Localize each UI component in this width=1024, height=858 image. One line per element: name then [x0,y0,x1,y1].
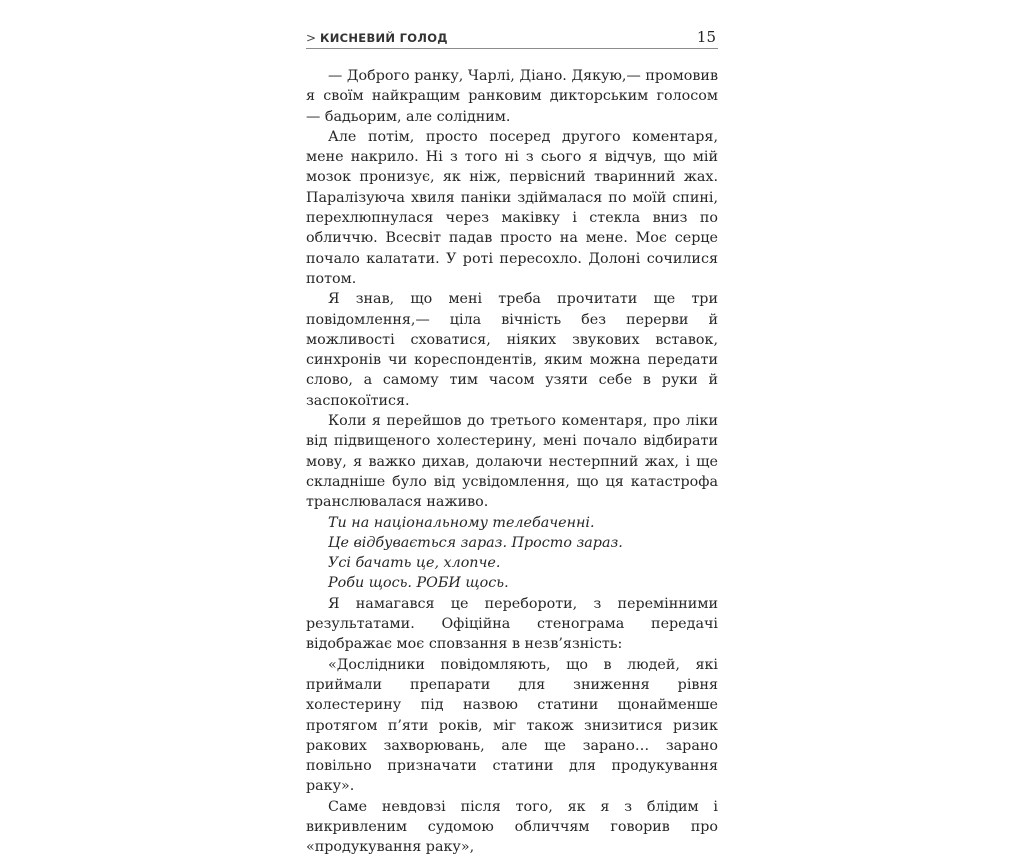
paragraph: Але потім, просто посеред другого коментаря, мене накрило. Ні з того ні з сього я відчув, що мій мозок пронизує, як ніж, первісний тваринний жах. Паралізуюча хвиля паніки здіймалася по моїй спині, перехлюпнулася через маківку і стекла вниз по обличчю. Всесвіт падав просто на мене. Моє серце почало калатати. У роті пересохло. Долоні сочилися потом. [306,128,718,287]
paragraph: Я намагався це перебороти, з перемінними результатами. Офіційна стенограма передачі відображає моє сповзання в незв’язність: [306,595,718,653]
italic-thought-line: Ти на національному телебаченні. [328,514,595,531]
italic-thought-line: Усі бачать це, хлопче. [328,555,501,572]
book-page [306,26,718,856]
running-head [306,26,718,49]
paragraph: Саме невдовзі після того, як я з блідим і викривленим судомою обличчям говорив про «продукування раку», [306,798,718,856]
body-text [306,66,718,858]
italic-thought-line: Це відбувається зараз. Просто зараз. [328,534,623,551]
transcript-quote: «Дослідники повідомляють, що в людей, які приймали препарати для зниження рівня холестерину під назвою статини щонайменше протягом п’яти років, міг також знизитися ризик ракових захворювань, але ще зарано… зарано повільно призначати статини для продукування раку». [306,656,718,795]
paragraph: Коли я перейшов до третього коментаря, про ліки від підвищеного холестерину, мені почало відбирати мову, я важко дихав, долаючи нестерпний жах, і ще складніше було від усвідомлення, що ця катастрофа транслювалася наживо. [306,413,718,511]
paragraph: Я знав, що мені треба прочитати ще три повідомлення,— ціла вічність без перерви й можливості сховатися, ніяких звукових вставок, синхронів чи кореспондентів, яким можна передати слово, а самому тим часом узяти себе в руки й заспокоїтися. [306,291,718,409]
running-head-marker: > [306,31,317,45]
page-number: 15 [696,28,716,46]
chapter-title: КИСНЕВИЙ ГОЛОД [320,31,448,45]
italic-thought-line: Роби щось. РОБИ щось. [328,575,509,592]
paragraph: — Доброго ранку, Чарлі, Діано. Дякую,— промовив я своїм найкращим ранковим дикторським голосом — бадьорим, але солідним. [306,68,718,125]
